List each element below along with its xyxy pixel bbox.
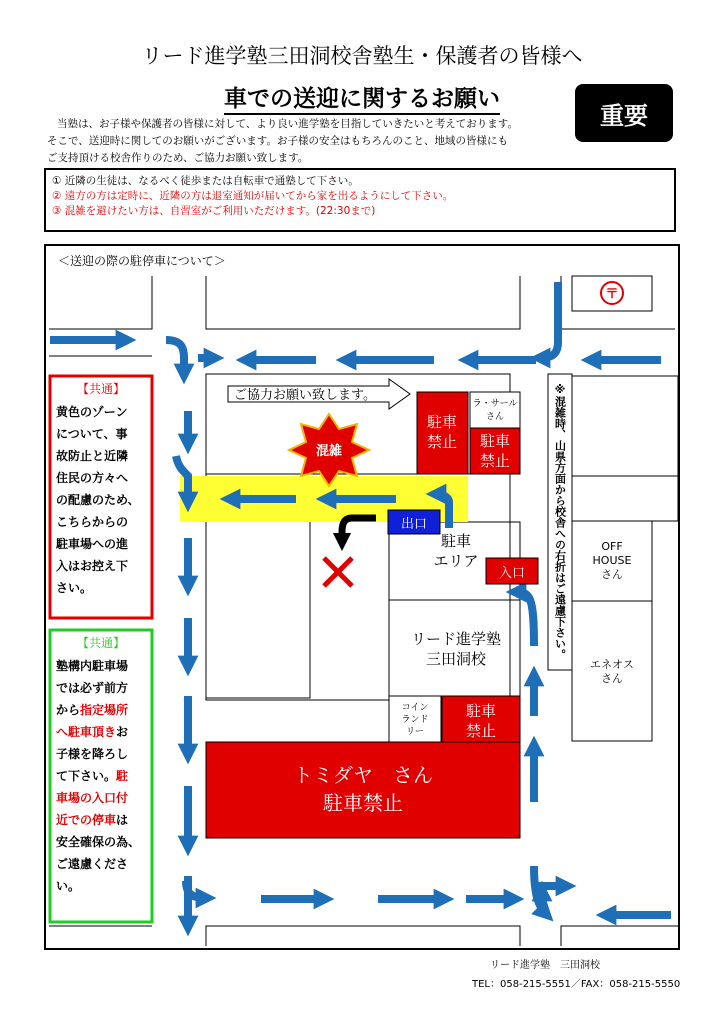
offhouse-line: OFF: [601, 540, 623, 553]
note-green-line: [56, 702, 128, 717]
note-green-line: [56, 879, 80, 893]
note-green-segment: い。: [56, 879, 81, 893]
no-parking-2-line: 駐車: [479, 432, 511, 450]
note-red-line: さい。: [56, 581, 93, 595]
note-red-line: 入はお控え下: [56, 559, 129, 573]
lasalle-line: さん: [485, 412, 505, 422]
note-green-line: [56, 724, 128, 739]
note-green-line: [56, 856, 128, 871]
note-red-line: の配慮のため、: [56, 493, 140, 507]
note-red-line: 故防止と近隣: [56, 449, 129, 463]
note-red-title: 【共通】: [76, 382, 126, 396]
intro-line: ご支持頂ける校舎作りのため、ご協力お願い致します。: [47, 152, 309, 164]
parking-area-line: 駐車: [440, 532, 472, 550]
note-green-segment: 安全確保の為、: [56, 835, 141, 849]
note-green-segment: 近での停車: [56, 813, 117, 827]
crowded-label: 混雑: [315, 444, 343, 459]
page-title: リード進学塾三田洞校舎塾生・保護者の皆様へ: [141, 44, 583, 68]
tomidaya-no-parking: [206, 742, 520, 838]
note-green-segment: 駐: [116, 769, 129, 783]
footer-contact: TEL：058-215-5551／FAX：058-215-5550: [472, 979, 681, 990]
offhouse-line: さん: [601, 568, 623, 581]
note-red-lines: [55, 404, 140, 595]
map-canvas: [46, 246, 678, 948]
note-green-segment: へ駐車頂き: [56, 725, 117, 739]
rules-box: [44, 168, 676, 232]
rule-item: ② 遠方の方は定時に、近隣の方は退室通知が届いてから家を出るようにして下さい。: [52, 190, 454, 202]
note-green-segment: 車場の入口付: [56, 791, 129, 805]
note-green-segment: から: [56, 703, 81, 717]
note-green-line: [56, 746, 128, 761]
parking-area-line: エリア: [433, 552, 479, 570]
no-entry-cross: [324, 558, 352, 586]
rule-item: ③ 混雑を避けたい方は、自習室がご利用いただけます。(22:30まで): [52, 205, 376, 217]
subtitle-text: 車での送迎に関するお願い: [224, 86, 500, 115]
note-green-segment: では必ず前方: [56, 681, 129, 695]
note-red-line: 住民の方々へ: [56, 471, 129, 485]
cooperation-text: ご協力お願い致します。: [234, 388, 376, 403]
note-green-segment: 指定場所: [80, 703, 129, 717]
note-green-line: [56, 768, 128, 783]
lasalle-line: ラ・サール: [472, 399, 518, 409]
note-green-segment: 塾構内駐車場: [56, 659, 129, 673]
note-green-line: [56, 834, 140, 849]
no-parking-1-line: 禁止: [426, 433, 458, 451]
school-line: リード進学塾: [410, 630, 502, 648]
note-green-segment: お: [116, 725, 129, 739]
note-red-line: 黄色のゾーン: [56, 405, 128, 419]
note-green-segment: て下さい。: [56, 769, 117, 783]
note-green-lines: [56, 658, 140, 893]
no-parking-2-line: 禁止: [479, 452, 511, 470]
map-heading: ＜送迎の際の駐停車について＞: [58, 254, 226, 268]
note-green-line: [56, 812, 128, 827]
note-red-line: について、事: [56, 427, 128, 441]
entrance-label: 入口: [498, 566, 526, 581]
post-office-symbol: 〒: [605, 287, 619, 302]
coin-laundry-line: コイン: [401, 703, 429, 713]
parking-map: [44, 244, 680, 950]
no-parking-3-line: 禁止: [465, 722, 497, 740]
intro-paragraph: [47, 116, 567, 167]
note-green-segment: は: [116, 813, 129, 827]
coin-laundry-line: ランド: [401, 715, 429, 725]
eneos-line: エネオス: [590, 658, 634, 671]
intro-line: そこで、送迎時に関してのお願いがございます。お子様の安全はもちろんのこと、地域の皆様にも: [47, 135, 508, 147]
intro-line: 当塾は、お子様や保護者の皆様に対して、より良い進学塾を目指していきたいと考えております。: [57, 118, 518, 130]
note-red-line: こちらからの: [56, 515, 129, 529]
no-parking-1-line: 駐車: [426, 413, 458, 431]
note-green-segment: ご遠慮くださ: [56, 857, 129, 871]
note-green-segment: 子様を降ろし: [56, 747, 129, 761]
lasalle-box: [470, 392, 520, 428]
eneos-line: さん: [601, 672, 623, 685]
note-green-line: [56, 658, 128, 673]
coin-laundry-line: リー: [405, 727, 425, 737]
tomidaya-line: 駐車禁止: [323, 791, 403, 815]
note-red-line: 駐車場への進: [56, 537, 129, 551]
important-badge: 重要: [575, 84, 673, 142]
rule-item: ① 近隣の生徒は、なるべく徒歩または自転車で通塾して下さい。: [52, 175, 359, 187]
note-green-line: [56, 790, 128, 805]
tomidaya-line: トミダヤ さん: [293, 763, 433, 787]
exit-label: 出口: [400, 517, 428, 532]
no-parking-3-line: 駐車: [465, 702, 497, 720]
school-line: 三田洞校: [425, 650, 487, 668]
note-green-line: [56, 680, 128, 695]
footer-name: リード進学塾 三田洞校: [490, 960, 600, 971]
offhouse-line: HOUSE: [592, 554, 632, 567]
note-green-title: 【共通】: [76, 636, 126, 650]
vertical-note: ※混雑時、山県方面から校舎への右折はご遠慮下さい。: [553, 383, 567, 660]
